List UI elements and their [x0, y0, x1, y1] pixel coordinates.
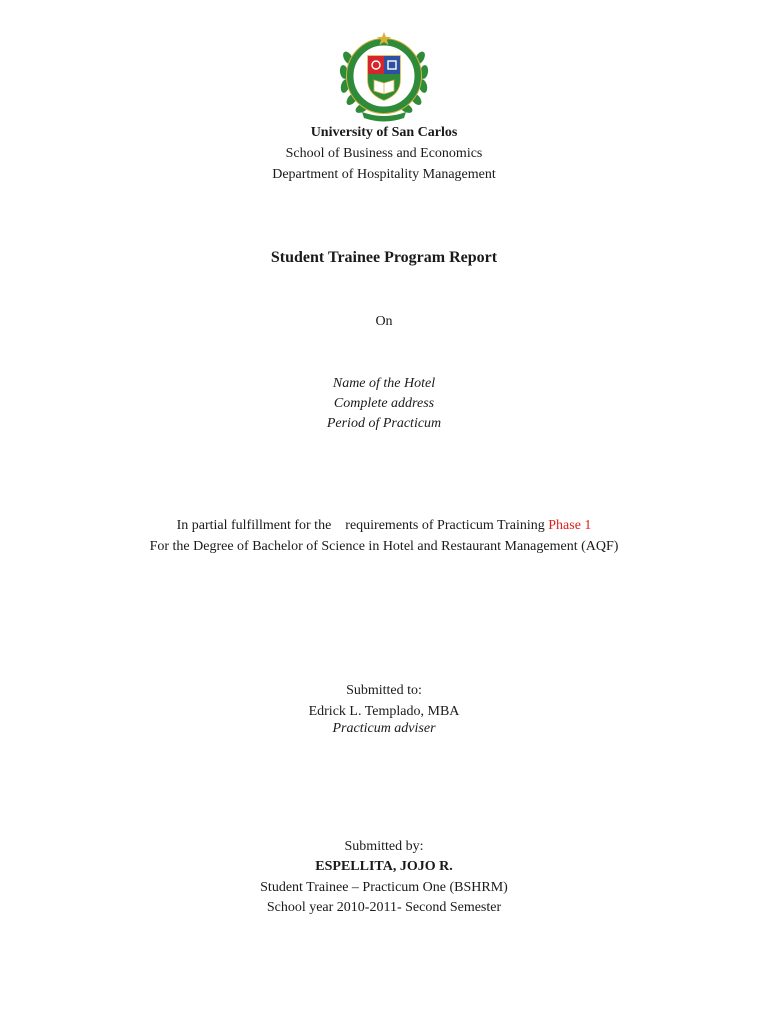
school-year: School year 2010-2011- Second Semester: [266, 900, 502, 915]
university-seal-logo: [338, 28, 430, 124]
department-name: Department of Hospitality Management: [272, 167, 496, 182]
address-placeholder: Complete address: [333, 396, 435, 411]
period-placeholder: Period of Practicum: [326, 416, 442, 431]
submitted-to-label: Submitted to:: [346, 683, 422, 698]
student-name: ESPELLITA, JOJO R.: [315, 859, 453, 874]
on-label: On: [375, 314, 393, 329]
adviser-name: Edrick L. Templado, MBA: [308, 704, 460, 719]
adviser-role: Practicum adviser: [332, 721, 436, 736]
phase-highlight: Phase 1: [548, 518, 592, 533]
report-title: Student Trainee Program Report: [270, 249, 498, 266]
fulfillment-line-2: For the Degree of Bachelor of Science in Hotel and Restaurant Management (AQF): [149, 539, 619, 554]
hotel-name-placeholder: Name of the Hotel: [332, 376, 436, 391]
fulfillment-text: In partial fulfillment for the requirements of Practicum Training: [176, 518, 549, 533]
fulfillment-line-1: [0, 517, 768, 535]
student-program: Student Trainee – Practicum One (BSHRM): [260, 880, 508, 895]
university-name: University of San Carlos: [310, 125, 458, 140]
school-name: School of Business and Economics: [285, 146, 483, 161]
submitted-by-label: Submitted by:: [344, 839, 424, 854]
